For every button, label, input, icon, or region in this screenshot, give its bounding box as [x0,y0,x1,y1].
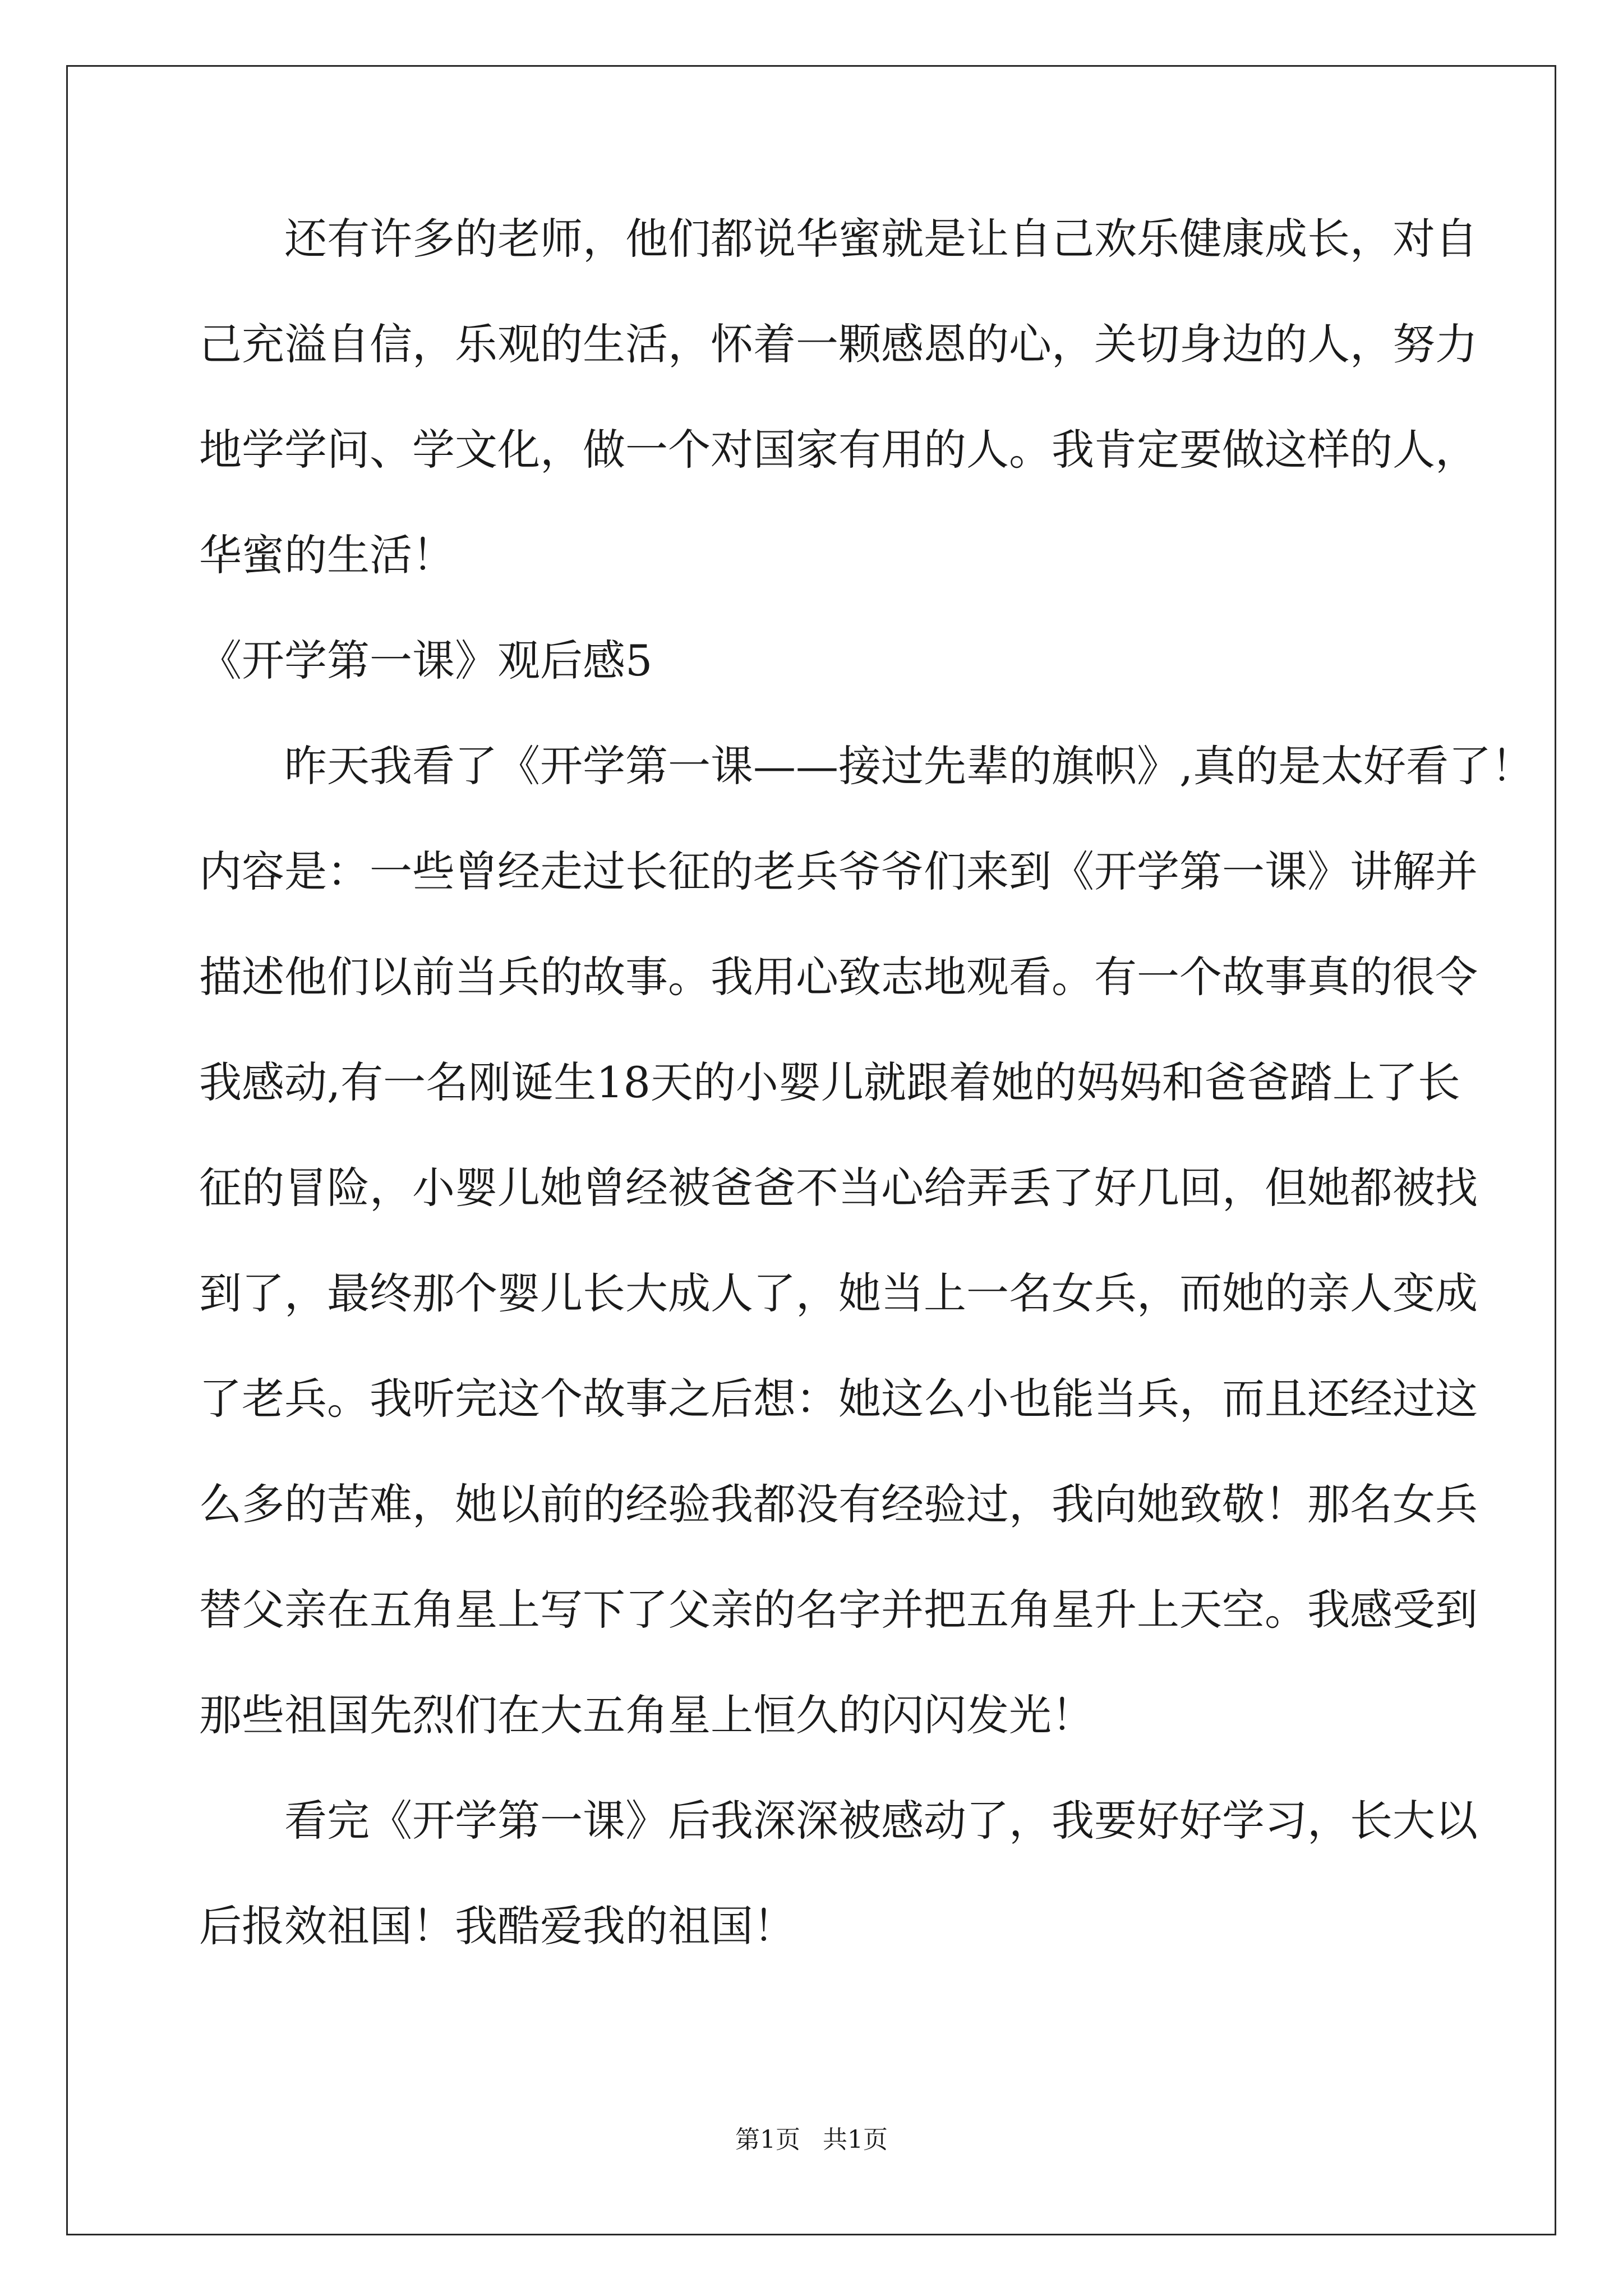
paragraph [199,208,1478,629]
text-line: 那些祖国先烈们在大五角星上恒久的闪闪发光！ [199,1690,1094,1740]
page-number: 第1页 [735,2125,800,2154]
text-line: 华蜜的生活！ [199,530,455,580]
text-line: 到了，最终那个婴儿长大成人了，她当上一名女兵，而她的亲人变成 [199,1268,1478,1318]
text-line: 还有许多的老师，他们都说华蜜就是让自己欢乐健康成长，对自 [284,214,1478,264]
page-footer [0,2119,1623,2155]
text-line: 了老兵。我听完这个故事之后想：她这么小也能当兵，而且还经过这 [199,1374,1478,1424]
text-line: 看完《开学第一课》后我深深被感动了，我要好好学习，长大以 [284,1796,1478,1846]
text-line: 昨天我看了《开学第一课——接过先辈的旗帜》,真的是太好看了！ [284,741,1534,791]
paragraph [199,735,1534,1789]
page-total: 共1页 [823,2125,888,2154]
text-line: 替父亲在五角星上写下了父亲的名字并把五角星升上天空。我感受到 [199,1585,1478,1635]
text-line: 征的冒险，小婴儿她曾经被爸爸不当心给弄丢了好几回，但她都被找 [199,1163,1478,1213]
section-heading: 《开学第一课》观后感5 [199,636,653,685]
paragraph [199,1789,1478,2000]
text-line: 地学学问、学文化，做一个对国家有用的人。我肯定要做这样的人， [199,425,1478,475]
text-line: 己充溢自信，乐观的生活，怀着一颗感恩的心，关切身边的人，努力 [199,319,1478,369]
text-line: 后报效祖国！我酷爱我的祖国！ [199,1901,796,1951]
text-line: 内容是：一些曾经走过长征的老兵爷爷们来到《开学第一课》讲解并 [199,846,1478,896]
text-line: 么多的苦难，她以前的经验我都没有经验过，我向她致敬！那名女兵 [199,1479,1478,1529]
text-line: 我感动,有一名刚诞生18天的小婴儿就跟着她的妈妈和爸爸踏上了长 [199,1057,1460,1107]
text-line: 描述他们以前当兵的故事。我用心致志地观看。有一个故事真的很令 [199,952,1478,1002]
document-body [199,208,1534,2000]
